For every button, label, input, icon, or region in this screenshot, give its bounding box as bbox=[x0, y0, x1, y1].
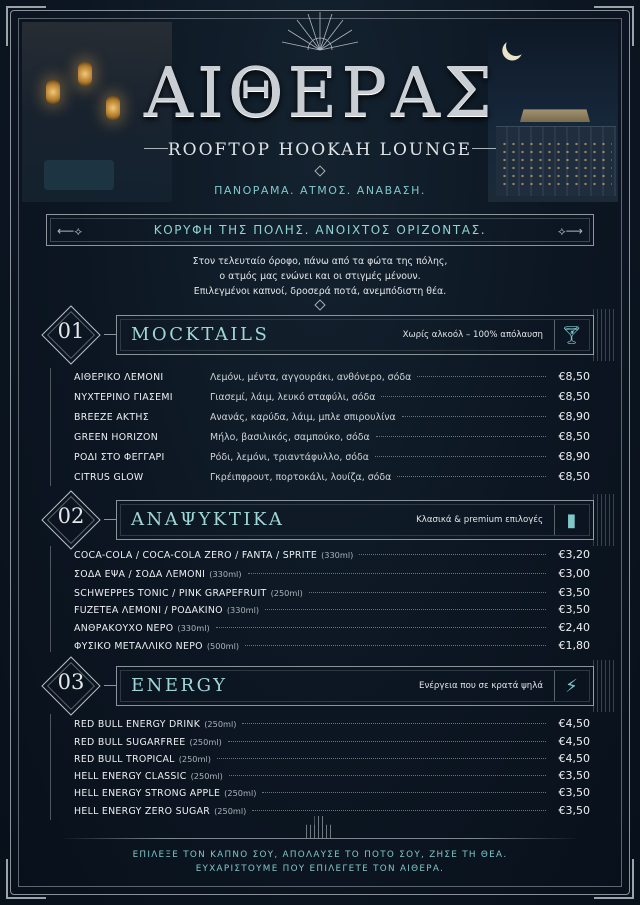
item-price: €8,50 bbox=[558, 430, 590, 443]
menu-item bbox=[74, 769, 590, 786]
lantern-icon bbox=[78, 62, 92, 86]
tagline: ΠΑΝΟΡΑΜΑ. ΑΤΜΟΣ. ΑΝΑΒΑΣΗ. bbox=[214, 184, 426, 197]
item-name: HELL ENERGY CLASSIC bbox=[74, 771, 187, 782]
section-note: Ενέργεια που σε κρατά ψηλά bbox=[419, 681, 543, 691]
item-name: ΡΟΔΙ ΣΤΟ ΦΕΓΓΑΡΙ bbox=[74, 452, 165, 463]
section-rail bbox=[50, 546, 51, 652]
item-name: COCA-COLA / COCA-COLA ZERO / FANTA / SPRITE bbox=[74, 550, 318, 561]
lightning-bolt-icon: ⚡︎ bbox=[554, 671, 588, 701]
section-title-box bbox=[116, 315, 594, 355]
item-size: (330ml) bbox=[177, 623, 210, 633]
item-size: (330ml) bbox=[321, 550, 354, 560]
menu-item bbox=[74, 804, 590, 821]
subtitle: ROOFTOP HOOKAH LOUNGE bbox=[167, 140, 473, 160]
section-number-badge bbox=[42, 491, 100, 549]
item-price: €3,50 bbox=[558, 603, 590, 616]
corner-ornament bbox=[6, 859, 46, 899]
item-size: (250ml) bbox=[204, 719, 237, 729]
intro-text bbox=[120, 254, 520, 299]
item-name: RED BULL ENERGY DRINK bbox=[74, 719, 201, 730]
item-name: RED BULL TROPICAL bbox=[74, 754, 175, 765]
banner bbox=[46, 214, 594, 246]
page-title: ΑΙΘΕΡΑΣ bbox=[143, 54, 497, 133]
item-size: (500ml) bbox=[206, 641, 240, 651]
menu-item bbox=[74, 390, 590, 407]
item-price: €3,50 bbox=[558, 586, 590, 599]
item-price: €3,50 bbox=[558, 786, 590, 799]
menu-item bbox=[74, 621, 590, 638]
item-size: (250ml) bbox=[224, 788, 257, 798]
section-number: 02 bbox=[57, 504, 85, 528]
item-description: Γκρέιπφρουτ, πορτοκάλι, λουίζα, σόδα bbox=[210, 472, 392, 483]
menu-item bbox=[74, 603, 590, 620]
banner-text: ΚΟΡΥΦΗ ΤΗΣ ΠΟΛΗΣ. ΑΝΟΙΧΤΟΣ ΟΡΙΖΟΝΤΑΣ. bbox=[153, 223, 487, 237]
menu-item bbox=[74, 470, 590, 487]
section-header-refreshments bbox=[40, 500, 612, 544]
section-title: ENERGY bbox=[131, 675, 228, 696]
item-price: €4,50 bbox=[558, 735, 590, 748]
menu-item bbox=[74, 370, 590, 387]
section-number-badge bbox=[42, 306, 100, 364]
item-name: ΦΥΣΙΚΟ ΜΕΤΑΛΛΙΚΟ ΝΕΡΟ bbox=[74, 641, 203, 652]
corner-ornament bbox=[594, 859, 634, 899]
intro-line: Επιλεγμένοι καπνοί, δροσερά ποτά, ανεμπόδιστη θέα. bbox=[193, 286, 447, 297]
item-description: Λεμόνι, μέντα, αγγουράκι, ανθόνερο, σόδα bbox=[210, 372, 412, 383]
item-size: (330ml) bbox=[226, 605, 260, 615]
section-header-mocktails bbox=[40, 315, 612, 359]
item-description: Μήλο, βασιλικός, σαμπούκο, σόδα bbox=[210, 432, 370, 443]
item-price: €3,50 bbox=[558, 804, 590, 817]
city-lights bbox=[500, 140, 612, 190]
intro-line: ο ατμός μας ενώνει και οι στιγμές μένουν. bbox=[219, 271, 421, 282]
section-rail bbox=[50, 714, 51, 820]
menu-item bbox=[74, 717, 590, 734]
menu-item bbox=[74, 586, 590, 603]
item-name: BREEZE ΑΚΤΗΣ bbox=[74, 412, 149, 423]
item-name: ΝΥΧΤΕΡΙΝΟ ΓΙΑΣΕΜΙ bbox=[74, 392, 173, 403]
item-name: GREEN HORIZON bbox=[74, 432, 159, 443]
item-price: €8,50 bbox=[558, 470, 590, 483]
section-header-energy bbox=[40, 666, 612, 710]
item-price: €3,00 bbox=[558, 567, 590, 580]
item-size: (250ml) bbox=[189, 737, 222, 747]
fan-ornament bbox=[590, 660, 614, 712]
lantern-icon bbox=[106, 96, 120, 120]
section-title-box bbox=[116, 666, 594, 706]
section-rail bbox=[50, 368, 51, 486]
item-price: €4,50 bbox=[558, 717, 590, 730]
sunburst-ornament bbox=[280, 10, 360, 54]
item-description: Ρόδι, λεμόνι, τριαντάφυλλο, σόδα bbox=[210, 452, 369, 463]
fan-ornament bbox=[590, 309, 614, 361]
item-name: ΑΝΘΡΑΚΟΥΧΟ ΝΕΡΟ bbox=[74, 623, 174, 634]
item-name: ΣΟΔΑ ΕΨΑ / ΣΟΔΑ ΛΕΜΟΝΙ bbox=[74, 569, 206, 580]
menu-item bbox=[74, 786, 590, 803]
item-name: HELL ENERGY ZERO SUGAR bbox=[74, 806, 211, 817]
arrow-right-icon: ⟡⟶ bbox=[557, 224, 583, 238]
item-name: FUZETEA ΛΕΜΟΝΙ / ΡΟΔΑΚΙΝΟ bbox=[74, 605, 223, 616]
section-number: 01 bbox=[57, 319, 85, 343]
footer-divider bbox=[60, 838, 580, 839]
arrow-left-icon: ⟵⟡ bbox=[57, 224, 83, 238]
footer-line: ΕΠΙΛΕΞΕ ΤΟΝ ΚΑΠΝΟ ΣΟΥ, ΑΠΟΛΑΥΣΕ ΤΟ ΠΟΤΟ ΣΟΥ, ΖΗΣΕ ΤΗ ΘΕΑ. bbox=[132, 850, 508, 860]
item-name: CITRUS GLOW bbox=[74, 472, 144, 483]
item-price: €4,50 bbox=[558, 752, 590, 765]
menu-item bbox=[74, 410, 590, 427]
item-description: Ανανάς, καρύδα, λάιμ, μπλε σπιρουλίνα bbox=[210, 412, 396, 423]
item-name: ΑΙΘΕΡΙΚΟ ΛΕΜΟΝΙ bbox=[74, 372, 164, 383]
section-note: Κλασικά & premium επιλογές bbox=[416, 515, 543, 525]
intro-line: Στον τελευταίο όροφο, πάνω από τα φώτα της πόλης, bbox=[192, 256, 448, 267]
menu-item bbox=[74, 548, 590, 565]
item-price: €3,50 bbox=[558, 769, 590, 782]
lantern-icon bbox=[46, 80, 60, 104]
item-price: €3,20 bbox=[558, 548, 590, 561]
sofa-illustration bbox=[44, 160, 114, 190]
section-note: Χωρίς αλκοόλ – 100% απόλαυση bbox=[402, 330, 543, 340]
item-price: €2,40 bbox=[558, 621, 590, 634]
section-number: 03 bbox=[57, 670, 85, 694]
menu-item bbox=[74, 735, 590, 752]
menu-item bbox=[74, 752, 590, 769]
item-size: (250ml) bbox=[270, 588, 303, 598]
item-description: Γιασεμί, λάιμ, λευκό σταφύλι, σόδα bbox=[210, 392, 376, 403]
cocktail-glass-icon: 🍸︎ bbox=[554, 320, 588, 350]
footer-line: ΕΥΧΑΡΙΣΤΟΥΜΕ ΠΟΥ ΕΠΙΛΕΓΕΤΕ ΤΟΝ ΑΙΘΕΡΑ. bbox=[195, 864, 445, 874]
section-title-box bbox=[116, 500, 594, 540]
item-price: €8,50 bbox=[558, 390, 590, 403]
section-number-badge bbox=[42, 657, 100, 715]
item-name: SCHWEPPES TONIC / PINK GRAPEFRUIT bbox=[74, 588, 267, 599]
bottle-icon: ▮ bbox=[554, 505, 588, 535]
item-price: €8,90 bbox=[558, 450, 590, 463]
fan-ornament bbox=[590, 494, 614, 546]
item-price: €1,80 bbox=[558, 639, 590, 652]
section-title: MOCKTAILS bbox=[131, 324, 270, 345]
item-size: (250ml) bbox=[178, 754, 211, 764]
item-price: €8,90 bbox=[558, 410, 590, 423]
menu-item bbox=[74, 430, 590, 447]
item-size: (250ml) bbox=[214, 806, 247, 816]
item-name: HELL ENERGY STRONG APPLE bbox=[74, 788, 221, 799]
section-title: ΑΝΑΨΥΚΤΙΚΑ bbox=[131, 509, 285, 530]
item-size: (250ml) bbox=[190, 771, 223, 781]
item-size: (330ml) bbox=[209, 569, 242, 579]
item-name: RED BULL SUGARFREE bbox=[74, 737, 186, 748]
item-price: €8,50 bbox=[558, 370, 590, 383]
menu-item bbox=[74, 567, 590, 584]
menu-item bbox=[74, 450, 590, 467]
menu-item bbox=[74, 639, 590, 656]
